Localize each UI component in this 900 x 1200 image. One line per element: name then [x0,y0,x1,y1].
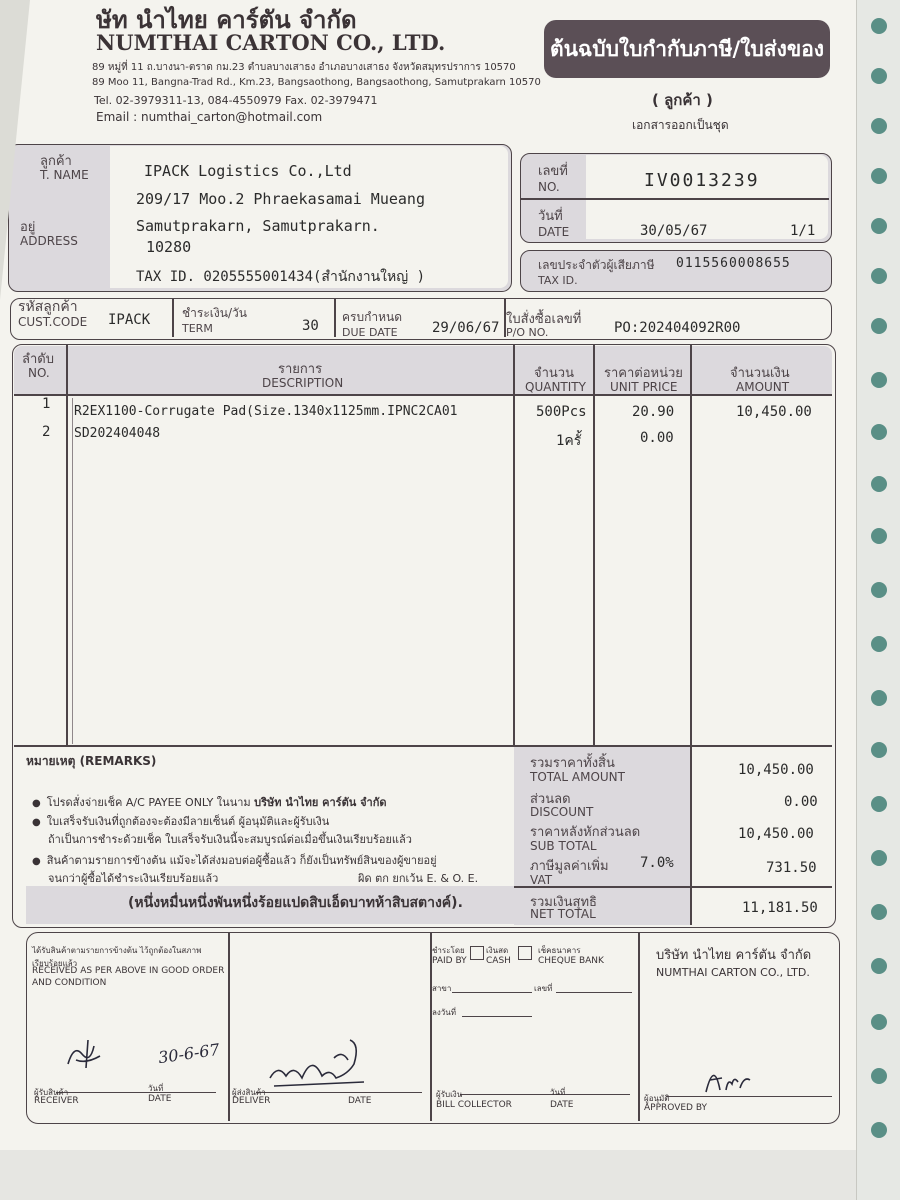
terms-divider-2 [334,299,336,337]
amount-in-words: (หนึ่งหมื่นหนึ่งพันหนึ่งร้อยแปดสิบเอ็ดบาทห้าสิบสตางค์). [128,895,463,911]
subtotal-label-en: SUB TOTAL [530,839,597,853]
net-total-label-en: NET TOTAL [530,907,596,921]
header-desc-en: DESCRIPTION [262,376,344,390]
table-row-1-desc: R2EX1100-Corrugate Pad(Size.1340x1125mm.IPNC2CA01 [74,404,458,419]
table-row-1-qty: 500Pcs [536,404,587,420]
collector-date-label-en: DATE [550,1100,574,1110]
remark-receipt: ● ใบเสร็จรับเงินที่ถูกต้องจะต้องมีลายเซ็นต์ ผู้อนุมัติและผู้รับเงิน [32,812,329,830]
col-divider-qty [593,345,595,745]
table-row-2-qty: 1ครั้ [556,433,582,449]
remark-ownership-2: จนกว่าผู้ซื้อได้ชำระเงินเรียบร้อยแล้ว [48,872,219,885]
approved-label-th: ผู้อนุมัติ [644,1094,670,1103]
cust-code-label-th: รหัสลูกค้า [18,299,78,315]
branch-label: สาขา [432,984,452,993]
seller-taxid-label-en: TAX ID. [538,274,578,287]
invoice-no-label-th: เลขที่ [538,164,568,179]
seller-taxid-label-th: เลขประจำตัวผู้เสียภาษี [538,258,655,272]
collector-sign-line [460,1094,630,1095]
cheque-label-en: CHEQUE BANK [538,956,604,966]
feed-hole-icon [871,118,887,134]
cheque-no-line [556,992,632,993]
invoice-box-divider [521,198,829,200]
feed-hole-icon [871,1122,887,1138]
total-amount: 10,450.00 [738,762,814,778]
footer-company-en: NUMTHAI CARTON CO., LTD. [656,966,810,979]
received-text-en-2: AND CONDITION [32,978,107,988]
feed-hole-icon [871,68,887,84]
items-table-header [14,346,832,394]
receiver-date-label-th: วันที่ [148,1084,164,1093]
term-days: 30 [302,318,319,334]
due-date: 29/06/67 [432,320,500,336]
po-label-th: ใบสั่งซื้อเลขที่ [506,312,582,327]
invoice-no-label-en: NO. [538,180,560,194]
header-no-th: ลำดับ [22,352,54,367]
vat-rate: 7.0% [640,855,674,871]
feed-hole-icon [871,218,887,234]
feed-hole-icon [871,1014,887,1030]
paid-by-label-en: PAID BY [432,956,467,966]
table-row-1-price: 20.90 [632,404,675,420]
net-total-divider [514,886,832,888]
vat-label-th: ภาษีมูลค่าเพิ่ม [530,859,609,874]
feed-hole-icon [871,268,887,284]
feed-hole-icon [871,372,887,388]
customer-tax-id: TAX ID. 0205555001434(สำนักงานใหญ่ ) [136,269,426,285]
cash-checkbox[interactable] [470,946,484,960]
terms-divider-1 [172,299,174,337]
copy-label: ( ลูกค้า ) [652,91,713,109]
address-label-en: ADDRESS [20,234,78,248]
cash-label-en: CASH [486,956,511,966]
cheque-date-line [462,1016,532,1017]
total-amount-label-th: รวมราคาทั้งสิ้น [530,756,615,771]
sig-divider-3 [638,933,640,1121]
feed-hole-icon [871,318,887,334]
subtotal-label-th: ราคาหลังหักส่วนลด [530,825,641,840]
feed-hole-icon [871,690,887,706]
cust-code-label-en: CUST.CODE [18,315,88,329]
col-divider-no [66,345,68,745]
net-total-amount: 11,181.50 [742,900,818,916]
feed-hole-icon [871,582,887,598]
discount-amount: 0.00 [784,794,818,810]
feed-hole-icon [871,742,887,758]
company-address-en: 89 Moo 11, Bangna-Trad Rd., Km.23, Bangsaothong, Bangsaothong, Samutprakarn 10570 [92,77,541,88]
tractor-feed-strip [856,0,900,1200]
header-qty-th: จำนวน [534,366,574,381]
term-label-en: TERM [182,322,213,335]
remarks-title: หมายเหตุ (REMARKS) [26,754,157,768]
collector-label-en: BILL COLLECTOR [436,1100,512,1110]
branch-line [452,992,532,993]
header-no-en: NO. [28,366,50,380]
deliver-label-en: DELIVER [232,1096,271,1106]
receiver-date-handwritten: 30-6-67 [156,1039,221,1068]
feed-hole-icon [871,636,887,652]
address-label-th: อยู่ [20,220,36,235]
remark-receipt-2: ถ้าเป็นการชำระด้วยเช็ค ใบเสร็จรับเงินนี้จะสมบูรณ์ต่อเมื่อขึ้นเงินเรียบร้อยแล้ว [48,833,412,846]
po-label-en: P/O NO. [506,326,549,339]
term-label-th: ชำระเงิน/วัน [182,306,247,320]
remark-eoe: ผิด ตก ยกเว้น E. & O. E. [358,872,479,885]
sig-divider-1 [228,933,230,1121]
approved-signature-icon [700,1054,760,1098]
header-desc-th: รายการ [278,362,323,377]
paper-bottom-shadow [0,1150,856,1200]
company-name-en: NUMTHAI CARTON CO., LTD. [96,30,446,55]
po-number: PO:202404092R00 [614,320,741,336]
deliver-date-label-en: DATE [348,1096,372,1106]
vat-label-en: VAT [530,873,553,887]
customer-address-3: 10280 [146,238,192,256]
feed-hole-icon [871,796,887,812]
header-price-th: ราคาต่อหน่วย [604,366,683,381]
cheque-no-label: เลขที่ [534,984,553,993]
header-amount-th: จำนวนเงิน [730,366,790,381]
customer-name: IPACK Logistics Co.,Ltd [144,162,352,180]
deliver-signature-icon [264,1034,374,1094]
receiver-label-en: RECEIVER [34,1096,79,1106]
feed-hole-icon [871,904,887,920]
invoice-date-label-th: วันที่ [538,209,563,224]
company-name-th: ษัท นำไทย คาร์ตัน จำกัด [96,6,357,34]
feed-hole-icon [871,168,887,184]
page-number: 1/1 [790,223,816,239]
feed-hole-icon [871,18,887,34]
total-amount-label-en: TOTAL AMOUNT [530,770,625,784]
paid-by-label-th: ชำระโดย [432,946,465,955]
deliver-label-th: ผู้ส่งสินค้า [232,1088,266,1097]
table-row-1-amount: 10,450.00 [736,404,812,420]
feed-hole-icon [871,476,887,492]
receiver-label-th: ผู้รับสินค้า [34,1088,69,1097]
document-title: ต้นฉบับใบกำกับภาษี/ใบส่งของ [544,20,830,78]
net-total-label-th: รวมเงินสุทธิ [530,895,597,910]
table-row-2-price: 0.00 [640,430,674,446]
invoice-date-label-en: DATE [538,225,570,239]
cust-code: IPACK [108,312,151,328]
collector-label-th: ผู้รับเงิน [436,1090,463,1099]
cheque-date-label: ลงวันที่ [432,1008,457,1017]
collector-date-label-th: วันที่ [550,1088,566,1097]
footer-company-th: บริษัท นำไทย คาร์ตัน จำกัด [656,948,812,963]
subtotal-amount: 10,450.00 [738,826,814,842]
items-header-bottom [14,394,832,396]
seller-taxid: 0115560008655 [676,256,791,271]
desc-inner-line [72,398,73,744]
col-divider-desc [513,345,515,745]
header-price-en: UNIT PRICE [610,380,678,394]
cash-label-th: เงินสด [486,946,509,955]
receiver-sign-line [56,1092,216,1093]
due-date-label-th: ครบกำหนด [342,310,402,324]
document-note: เอกสารออกเป็นชุด [632,118,729,132]
remark-cheque: ● โปรดสั่งจ่ายเช็ค A/C PAYEE ONLY ในนาม บริษัท นำไทย คาร์ตัน จำกัด [32,793,387,811]
receiver-date-label-en: DATE [148,1094,172,1104]
feed-hole-icon [871,528,887,544]
approved-label-en: APPROVED BY [644,1103,708,1113]
cheque-label-th: เช็คธนาคาร [538,946,581,955]
table-row-1-no: 1 [42,396,51,412]
feed-hole-icon [871,424,887,440]
discount-label-en: DISCOUNT [530,805,594,819]
remark-ownership: ● สินค้าตามรายการข้างต้น แม้จะได้ส่งมอบต่อผู้ซื้อแล้ว ก็ยังเป็นทรัพย์สินของผู้ขายอยู่ [32,851,437,869]
header-qty-en: QUANTITY [525,380,586,394]
due-date-label-en: DUE DATE [342,326,398,339]
customer-address-2: Samutprakarn, Samutprakarn. [136,217,380,235]
col-divider-price [690,345,692,925]
company-address-th: 89 หมู่ที่ 11 ถ.บางนา-ตราด กม.23 ตำบลบางเสาธง อำเภอบางเสาธง จังหวัดสมุทรปราการ 10570 [92,62,516,73]
feed-hole-icon [871,958,887,974]
cheque-checkbox[interactable] [518,946,532,960]
company-phone: Tel. 02-3979311-13, 084-4550979 Fax. 02-3979471 [94,94,378,107]
discount-label-th: ส่วนลด [530,792,571,807]
received-text-th: ได้รับสินค้าตามรายการข้างต้น ไว้ถูกต้องในสภาพเรียบร้อยแล้ว [32,946,202,968]
remarks-top-line [14,745,832,747]
received-text-en-1: RECEIVED AS PER ABOVE IN GOOD ORDER [32,966,225,976]
table-row-2-desc: SD202404048 [74,426,161,441]
receiver-signature-icon [60,1034,110,1074]
table-row-2-no: 2 [42,424,51,440]
customer-address-1: 209/17 Moo.2 Phraekasamai Mueang [136,190,425,208]
invoice-date: 30/05/67 [640,223,708,239]
feed-hole-icon [871,1068,887,1084]
vat-amount: 731.50 [766,860,817,876]
invoice-number: IV0013239 [644,170,760,191]
feed-hole-icon [871,850,887,866]
company-email: Email : numthai_carton@hotmail.com [96,110,323,124]
customer-label-en: T. NAME [40,168,89,182]
customer-label-th: ลูกค้า [40,154,72,169]
header-amount-en: AMOUNT [736,380,790,394]
